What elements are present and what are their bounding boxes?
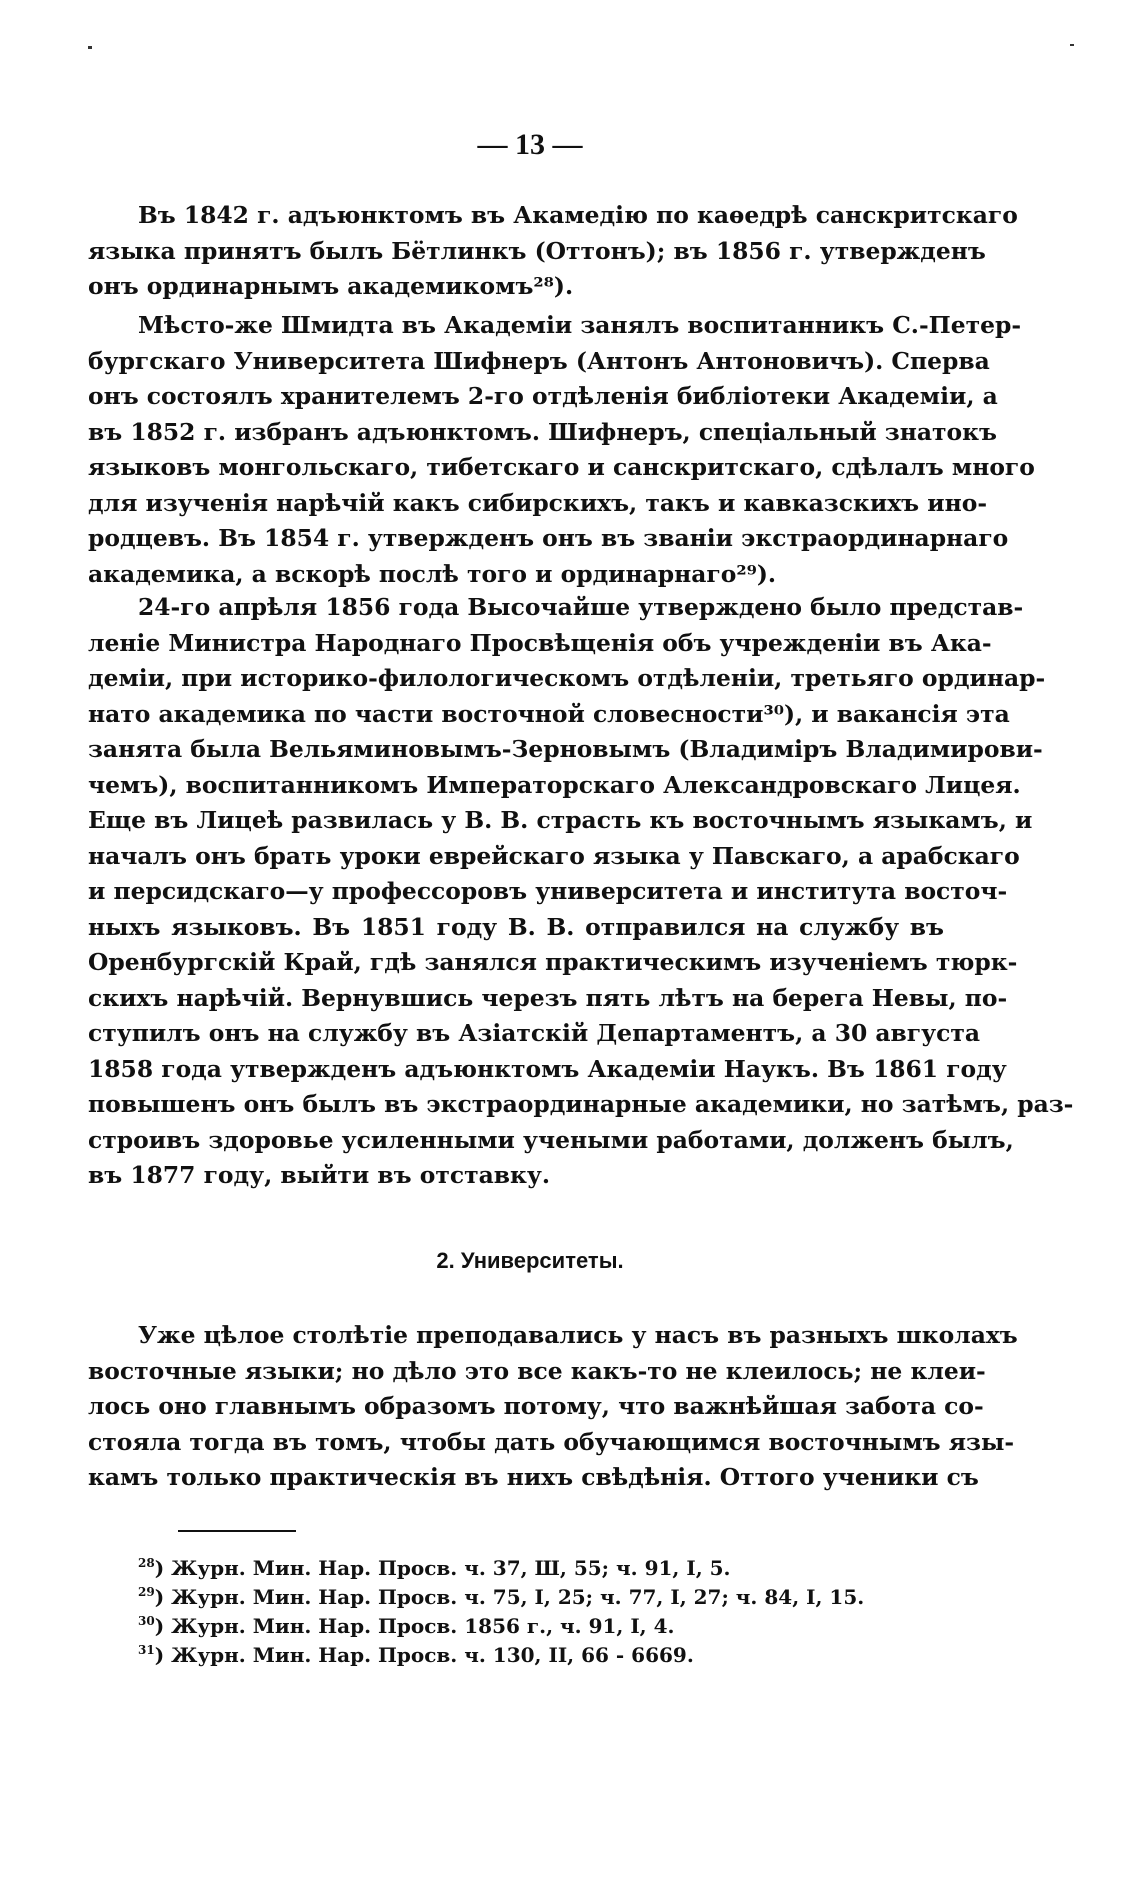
text-line: 1858 года утвержденъ адъюнктомъ Академіи Наукъ. Въ 1861 году [88, 1054, 1007, 1083]
text-line: ныхъ языковъ. Въ 1851 году В. В. отправился на службу въ [88, 912, 944, 941]
text-line: Мѣсто-же Шмидта въ Академіи занялъ воспитанникъ С.-Петер- [138, 311, 1022, 339]
footnote-text: ) Журн. Мин. Нар. Просв. 1856 г., ч. 91, I, 4. [154, 1614, 675, 1638]
page-number: — 13 — [477, 128, 583, 161]
text-line: повышенъ онъ былъ въ экстраординарные академики, но затѣмъ, раз- [88, 1090, 1074, 1118]
footnote-number: 28 [138, 1556, 155, 1570]
footnote [138, 1641, 898, 1670]
text-line: занята была Вельяминовымъ-Зерновымъ (Владиміръ Владимирови- [88, 735, 1043, 763]
footnote-text: ) Журн. Мин. Нар. Просв. ч. 75, I, 25; ч. 77, I, 27; ч. 84, I, 15. [154, 1585, 865, 1609]
text-line: стояла тогда въ томъ, чтобы дать обучающимся восточнымъ язы- [88, 1427, 1015, 1456]
footnotes [138, 1554, 898, 1670]
text-line: строивъ здоровье усиленными учеными работами, долженъ былъ, [88, 1125, 1014, 1154]
paragraph-1 [88, 198, 1018, 305]
text-line: въ 1852 г. избранъ адъюнктомъ. Шифнеръ, спеціальный знатокъ [88, 417, 997, 446]
paragraph-4 [88, 1318, 1018, 1496]
text-line: Еще въ Лицеѣ развилась у В. В. страсть къ восточнымъ языкамъ, и [88, 806, 1033, 834]
text-line: языковъ монгольскаго, тибетскаго и санскритскаго, сдѣлалъ много [88, 453, 1035, 481]
text-line: Уже цѣлое столѣтіе преподавались у насъ въ разныхъ школахъ [138, 1321, 1018, 1349]
paragraph-3 [88, 590, 1074, 1194]
section-heading: 2. Университеты. [436, 1248, 624, 1273]
text-line: лось оно главнымъ образомъ потому, что важнѣйшая забота со- [88, 1392, 984, 1420]
text-line: академика, а вскорѣ послѣ того и ординарнаго²⁹). [88, 559, 777, 588]
text-line: Оренбургскій Край, гдѣ занялся практическимъ изученіемъ тюрк- [88, 948, 1018, 976]
text-line: бургскаго Университета Шифнеръ (Антонъ Антоновичъ). Сперва [88, 346, 990, 375]
text-line: онъ состоялъ хранителемъ 2-го отдѣленія библіотеки Академіи, а [88, 382, 998, 410]
footnote-divider [178, 1530, 296, 1532]
footnote [138, 1554, 898, 1583]
text-line: въ 1877 году, выйти въ отставку. [88, 1161, 550, 1189]
text-line: языка принятъ былъ Бётлинкъ (Оттонъ); въ 1856 г. утвержденъ [88, 236, 986, 265]
text-line: восточные языки; но дѣло это все какъ-то не клеилось; не клеи- [88, 1356, 986, 1385]
print-speck [1070, 44, 1074, 46]
text-line: онъ ординарнымъ академикомъ²⁸). [88, 272, 574, 300]
print-speck [88, 46, 92, 49]
text-line: леніе Министра Народнаго Просвѣщенія объ учрежденіи въ Ака- [88, 628, 992, 657]
paragraph-2 [88, 308, 1035, 592]
text-line: чемъ), воспитанникомъ Императорскаго Александровскаго Лицея. [88, 770, 1021, 799]
text-line: скихъ нарѣчій. Вернувшись черезъ пять лѣтъ на берега Невы, по- [88, 983, 1008, 1012]
footnote-number: 29 [138, 1585, 155, 1599]
footnote [138, 1612, 898, 1641]
footnote-text: ) Журн. Мин. Нар. Просв. ч. 37, Ш, 55; ч. 91, I, 5. [154, 1556, 731, 1580]
text-line: родцевъ. Въ 1854 г. утвержденъ онъ въ званіи экстраординарнаго [88, 524, 1009, 552]
text-line: нато академика по части восточной словесности³⁰), и вакансія эта [88, 699, 1010, 728]
text-line: началъ онъ брать уроки еврейскаго языка у Павскаго, а арабскаго [88, 841, 1020, 870]
text-line: камъ только практическія въ нихъ свѣдѣнія. Оттого ученики съ [88, 1463, 979, 1491]
text-line: для изученія нарѣчій какъ сибирскихъ, такъ и кавказскихъ ино- [88, 488, 988, 517]
text-line: ступилъ онъ на службу въ Азіатскій Департаментъ, а 30 августа [88, 1019, 980, 1047]
footnote [138, 1583, 898, 1612]
text-line: деміи, при историко-филологическомъ отдѣленіи, третьяго ординар- [88, 664, 1046, 692]
footnote-number: 30 [138, 1614, 155, 1628]
footnote-text: ) Журн. Мин. Нар. Просв. ч. 130, II, 66 - 6669. [154, 1643, 694, 1667]
footnote-number: 31 [138, 1643, 155, 1657]
text-line: Въ 1842 г. адъюнктомъ въ Акамедію по каѳедрѣ санскритскаго [138, 201, 1018, 229]
text-line: и персидскаго—у профессоровъ университета и института восточ- [88, 877, 1008, 905]
text-line: 24-го апрѣля 1856 года Высочайше утверждено было представ- [138, 593, 1024, 621]
